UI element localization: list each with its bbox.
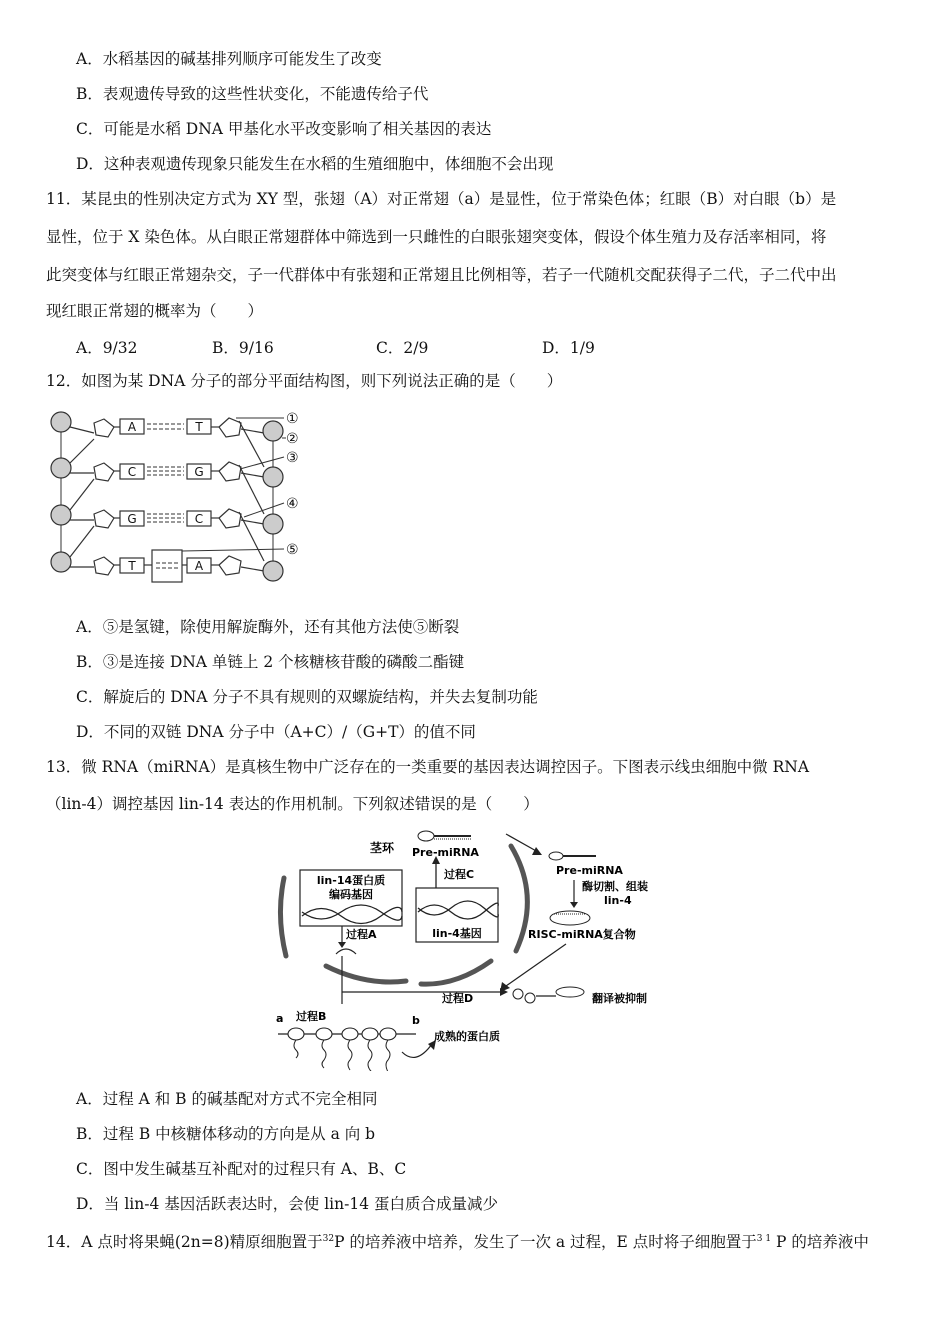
inhibited-label: 翻译被抑制: [592, 992, 647, 1005]
q11-option-b: B．9/16: [212, 339, 274, 357]
end-b-label: b: [412, 1014, 420, 1027]
q11-option-d: D．1/9: [542, 339, 595, 357]
label-1: ①: [286, 411, 299, 427]
q11-stem-line2: 显性，位于 X 染色体。从白眼正常翅群体中筛选到一只雌性的白眼张翅突变体，假设个体生殖力及存活率相同，将: [46, 228, 827, 246]
lin4-label: lin-4: [604, 894, 632, 907]
pre-mirna-label-1: Pre-miRNA: [412, 846, 479, 859]
enzyme-label: 酶切割、组装: [582, 880, 648, 893]
base-right-3: C: [194, 512, 204, 526]
process-a-label: 过程A: [346, 928, 377, 941]
phosphate-left-1: [51, 412, 71, 432]
q14-sup2: 3 1: [756, 1234, 772, 1244]
q11-option-a: A．9/32: [76, 339, 138, 357]
sugar-left-1: [94, 419, 114, 437]
gene-box-title-1: lin-14蛋白质: [316, 874, 386, 887]
q13-stem-line2: （lin-4）调控基因 lin-14 表达的作用机制。下列叙述错误的是（ ）: [46, 795, 539, 813]
label-4: ④: [286, 496, 299, 512]
label-5: ⑤: [286, 542, 299, 558]
q11-stem-line1: 11．某昆虫的性别决定方式为 XY 型，张翅（A）对正常翅（a）是显性，位于常染色体；红眼（B）对白眼（b）是: [46, 190, 837, 208]
q13-stem-line1: 13．微 RNA（miRNA）是真核生物中广泛存在的一类重要的基因表达调控因子。下图表示线虫细胞中微 RNA: [46, 758, 810, 776]
phosphate-left-3: [51, 505, 71, 525]
sugar-left-2: [94, 463, 114, 481]
dna-structure-diagram: [44, 405, 314, 585]
phosphate-right-2: [263, 467, 283, 487]
phosphate-right-4: [263, 561, 283, 581]
base-right-2: G: [194, 465, 204, 479]
base-left-1: A: [127, 420, 137, 434]
q12-option-a: A．⑤是氢键，除使用解旋酶外，还有其他方法使⑤断裂: [76, 618, 460, 636]
phosphate-left-2: [51, 458, 71, 478]
q11-option-c: C．2/9: [376, 339, 429, 357]
q11-stem-line4: 现红眼正常翅的概率为（ ）: [46, 302, 264, 320]
mature-protein-label: 成熟的蛋白质: [434, 1030, 500, 1043]
stem-loop-label: 茎环: [370, 841, 395, 855]
pre-mirna-label-2: Pre-miRNA: [556, 864, 623, 877]
q12-stem: 12．如图为某 DNA 分子的部分平面结构图，则下列说法正确的是（ ）: [46, 372, 563, 390]
q10-option-d: D．这种表观遗传现象只能发生在水稻的生殖细胞中，体细胞不会出现: [76, 155, 554, 173]
q14-part3: P 的培养液中: [771, 1233, 869, 1252]
risc-label: RISC-miRNA复合物: [528, 928, 636, 941]
q14-part2: P 的培养液中培养，发生了一次 a 过程，E 点时将子细胞置于: [334, 1233, 757, 1252]
q11-stem-line3: 此突变体与红眼正常翅杂交，子一代群体中有张翅和正常翅且比例相等，若子一代随机交配获得子二代，子二代中出: [46, 266, 837, 284]
phosphate-right-3: [263, 514, 283, 534]
q13-option-c: C．图中发生碱基互补配对的过程只有 A、B、C: [76, 1160, 407, 1178]
sugar-left-3: [94, 510, 114, 528]
q12-option-b: B．③是连接 DNA 单链上 2 个核糖核苷酸的磷酸二酯键: [76, 653, 465, 671]
label-3: ③: [286, 450, 299, 466]
base-right-4: A: [194, 559, 204, 573]
q10-option-a: A．水稻基因的碱基排列顺序可能发生了改变: [76, 50, 382, 68]
base-left-3: G: [127, 512, 137, 526]
phosphate-left-4: [51, 552, 71, 572]
sugar-right-1: [219, 418, 241, 437]
phosphate-right-1: [263, 421, 283, 441]
label-2: ②: [286, 431, 299, 447]
base-right-1: T: [195, 420, 203, 434]
q14-sup1: 32: [322, 1234, 335, 1244]
q10-option-c: C．可能是水稻 DNA 甲基化水平改变影响了相关基因的表达: [76, 120, 492, 138]
q10-option-b: B．表观遗传导致的这些性状变化，不能遗传给子代: [76, 85, 429, 103]
base-left-2: C: [127, 465, 137, 479]
end-a-label: a: [276, 1012, 284, 1025]
q13-option-b: B．过程 B 中核糖体移动的方向是从 a 向 b: [76, 1125, 376, 1143]
process-d-label: 过程D: [442, 992, 474, 1005]
mirna-mechanism-diagram: [266, 826, 686, 1071]
lin4-gene-label: lin-4基因: [432, 927, 482, 940]
q13-option-d: D．当 lin-4 基因活跃表达时，会使 lin-14 蛋白质合成量减少: [76, 1195, 498, 1213]
q13-option-a: A．过程 A 和 B 的碱基配对方式不完全相同: [76, 1090, 378, 1108]
q14-part1: 14．A 点时将果蝇(2n=8)精原细胞置于: [46, 1233, 323, 1252]
base-left-4: T: [128, 559, 136, 573]
hydrogen-bond-box-5: [152, 550, 182, 582]
sugar-left-4: [94, 557, 114, 575]
sugar-right-4: [219, 556, 241, 575]
sugar-right-3: [219, 509, 241, 528]
q12-option-c: C．解旋后的 DNA 分子不具有规则的双螺旋结构，并失去复制功能: [76, 688, 538, 706]
q14-stem-line1: [46, 1228, 869, 1253]
process-c-label: 过程C: [444, 868, 475, 881]
process-b-label: 过程B: [296, 1010, 327, 1023]
gene-box-title-2: 编码基因: [329, 888, 373, 901]
sugar-right-2: [219, 462, 241, 481]
q12-option-d: D．不同的双链 DNA 分子中（A+C）/（G+T）的值不同: [76, 723, 476, 741]
